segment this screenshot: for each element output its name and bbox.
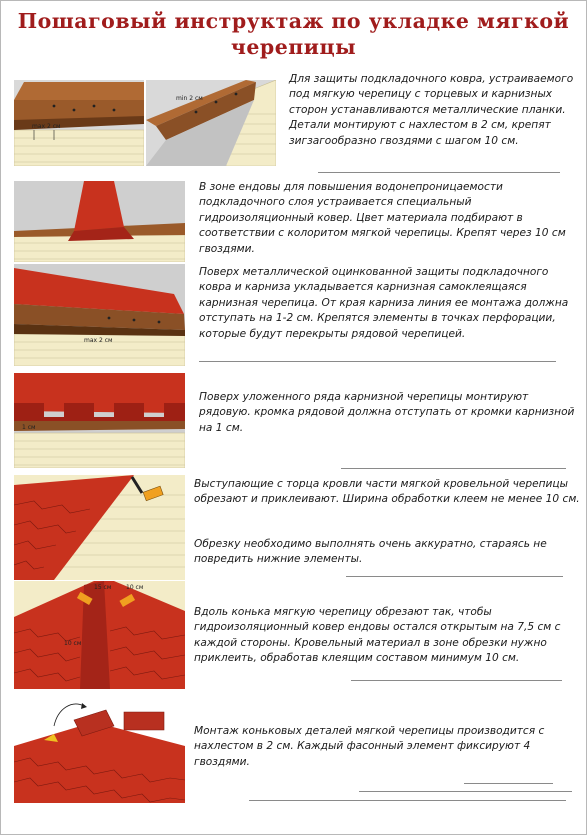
step-7-rule-1 (464, 783, 553, 784)
step-5-text: Выступающие с торца кровли части мягкой кровельной черепицы обрезают и приклеивают. Ширина обработки клеем не менее 10 см. (194, 478, 580, 506)
step-7-rule-3 (249, 800, 566, 801)
step-7-rule-2 (359, 791, 572, 792)
illustration-step-3-starter (14, 264, 185, 366)
step-3-label-a: max 2 см (84, 337, 113, 344)
step-6-text: Вдоль конька мягкую черепицу обрезают так, чтобы гидроизоляционный ковер ендовы остался открытым на 7,5 см с каждой стороны. Кровельный материал в зоне обрезки нужно приклеить, обработав клеящим составом минимум 10 см. (194, 606, 561, 665)
illustration-step-1-eave (14, 80, 144, 166)
step-3-rule (199, 361, 556, 362)
step-1-rule (318, 172, 560, 173)
step-5-rule (346, 576, 563, 577)
page-title-line-1: Пошаговый инструктаж по укладке мягкой (17, 9, 570, 33)
step-3-text: Поверх металлической оцинкованной защиты подкладочного ковра и карниза укладывается карнизная самоклеящаяся карнизная черепица. От края карниза линия ее монтажа должна отступать на 1-2 см. Крепятся элементы в точках перфорации, которые будут перекрыты рядовой черепицей. (199, 266, 569, 340)
page-title-line-2: черепицы (230, 35, 357, 59)
step-4-label-a: 1 см (22, 424, 36, 431)
illustration-step-6-ridge-cut (14, 581, 185, 689)
step-1-text: Для защиты подкладочного ковра, устраиваемого под мягкую черепицу с торцевых и карнизных сторон устанавливаются металлические планки. Детали монтируют с нахлестом в 2 см, крепят зигзагообразно гвоздями с шагом 10 см. (289, 73, 574, 147)
step-5-text-note: Обрезку необходимо выполнять очень аккуратно, стараясь не повредить нижние элементы. (194, 538, 547, 566)
illustration-step-4-first-row (14, 373, 185, 468)
illustration-step-5-trim (14, 475, 185, 580)
illustration-step-1-gable (146, 80, 276, 166)
page-title (0, 8, 587, 60)
step-7-text: Монтаж коньковых деталей мягкой черепицы производится с нахлестом в 2 см. Каждый фасонный элемент фиксируют 4 гвоздями. (194, 725, 545, 768)
step-1-label-b: min 2 см (176, 95, 203, 102)
illustration-step-2-valley (14, 181, 185, 262)
step-6-label-b: 10 см (126, 584, 144, 591)
step-6-label-c: 10 см (64, 640, 82, 647)
step-2-text: В зоне ендовы для повышения водонепроницаемости подкладочного слоя устраивается специальный гидроизоляционный ковер. Цвет материала подбирают в соответствии с колоритом мягкой черепицы. Крепят через 10 см гвоздями. (199, 181, 566, 255)
illustration-step-7-ridge-cap (14, 696, 185, 803)
step-6-rule (351, 680, 562, 681)
step-1-label-a: max 2 см (32, 123, 61, 130)
step-4-rule (341, 468, 566, 469)
step-4-text: Поверх уложенного ряда карнизной черепицы монтируют рядовую. кромка рядовой должна отступать от кромки карнизной на 1 см. (199, 391, 575, 434)
step-6-label-a: 15 см (94, 584, 112, 591)
